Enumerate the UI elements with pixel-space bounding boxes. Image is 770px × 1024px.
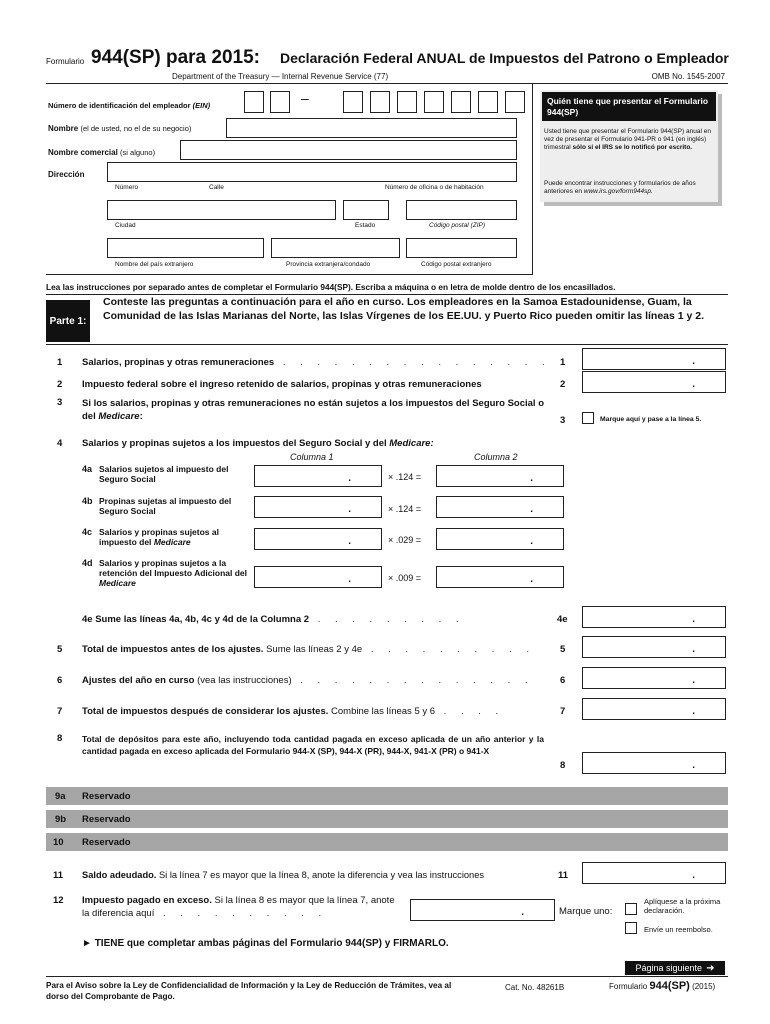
line-7-ref: 7 xyxy=(560,706,566,717)
line-4d-number: 4d xyxy=(82,558,93,568)
line-4d-text: Salarios y propinas sujetos a la retención del Impuesto Adicional del Medicare xyxy=(99,558,247,589)
line-1-amount[interactable]: . xyxy=(582,348,726,370)
prior-year-text: Puede encontrar instrucciones y formularios de años anteriores en www.irs.gov/form944sp. xyxy=(544,180,696,196)
ein-digit-2[interactable] xyxy=(270,91,290,113)
ein-digit-7[interactable] xyxy=(451,91,471,113)
address-label: Dirección xyxy=(48,170,85,179)
line-9a-reserved xyxy=(46,787,728,805)
ein-digit-8[interactable] xyxy=(478,91,498,113)
line-4a-number: 4a xyxy=(82,464,93,474)
line-12-number: 12 xyxy=(53,895,64,906)
trade-name-field[interactable] xyxy=(180,140,517,160)
line-1-ref: 1 xyxy=(560,357,566,368)
next-page-button[interactable] xyxy=(625,961,725,975)
line-3-check-label: Marque aquí y pase a la línea 5. xyxy=(600,416,702,423)
instruction-line: Lea las instrucciones por separado antes de completar el Formulario 944(SP). Escriba a máquina o en letra de molde dentro de los encasillados. xyxy=(46,282,616,292)
ein-digit-5[interactable] xyxy=(397,91,417,113)
ein-digit-3[interactable] xyxy=(343,91,363,113)
line-4c-text: Salarios y propinas sujetos al impuesto del Medicare xyxy=(99,527,219,548)
line-8-amount[interactable]: . xyxy=(582,752,726,774)
line-4-text: Salarios y propinas sujetos a los impuestos del Seguro Social y del Medicare: xyxy=(82,438,434,449)
line-11-number: 11 xyxy=(53,870,64,881)
suite-caption: Número de oficina o de habitación xyxy=(385,184,484,191)
line-4b-rate: × .124 = xyxy=(388,504,422,514)
ein-digit-9[interactable] xyxy=(505,91,525,113)
line-11-amount[interactable]: . xyxy=(582,862,726,884)
line-7-text: Total de impuestos después de considerar los ajustes. Combine las líneas 5 y 6 . . . . xyxy=(82,706,505,717)
line-4a-text: Salarios sujetos al impuesto del Seguro Social xyxy=(99,464,229,485)
line-2-number: 2 xyxy=(57,379,63,390)
line-3-text: Si los salarios, propinas y otras remuneraciones no están sujetos a los impuestos del Seguro Social o del Medicare: xyxy=(82,398,544,423)
line-4c-col2[interactable]: . xyxy=(436,528,564,550)
line-4d-rate: × .009 = xyxy=(388,573,422,583)
trade-name-label: Nombre comercial (si alguno) xyxy=(48,148,156,157)
city-caption: Ciudad xyxy=(115,222,136,229)
catalog-number: Cat. No. 48261B xyxy=(505,983,565,992)
line-4e-ref: 4e xyxy=(557,614,568,625)
line-4c-col1[interactable]: . xyxy=(254,528,382,550)
line-9b-number: 9b xyxy=(55,814,67,825)
part1-text: Conteste las preguntas a continuación para el año en curso. Los empleadores en la Samoa Estadounidense, Guam, la Comunidad de las Islas Marianas del Norte, las Islas Vírgenes de los EE.UU. y Puerto Rico pueden omitir las líneas 1 y 2. xyxy=(103,296,705,322)
name-field[interactable] xyxy=(226,118,517,138)
zip-field[interactable] xyxy=(406,200,517,220)
line-4a-col1[interactable]: . xyxy=(254,465,382,487)
line-2-ref: 2 xyxy=(560,379,566,390)
footer-form-id: Formulario 944(SP) (2015) xyxy=(609,980,716,992)
line-9a-number: 9a xyxy=(55,791,66,802)
who-must-file-text: Usted tiene que presentar el Formulario 944(SP) anual en vez de presentar el Formulario 941-PR o 941 (en inglés) trimestral sólo si el IRS se lo notificó por escrito. xyxy=(544,128,711,152)
ein-dash: – xyxy=(301,90,309,106)
ein-digit-1[interactable] xyxy=(244,91,264,113)
line-4c-number: 4c xyxy=(82,527,93,537)
line-12-text: Impuesto pagado en exceso. Si la línea 8 es mayor que la línea 7, anote la diferencia aquí . . . . . . . . . . xyxy=(82,895,395,919)
next-page-label: Página siguiente xyxy=(635,963,703,973)
line-5-ref: 5 xyxy=(560,644,566,655)
foreign-province-caption: Provincia extranjera/condado xyxy=(286,261,371,268)
line-5-number: 5 xyxy=(57,644,63,655)
street-caption: Calle xyxy=(209,184,224,191)
line-9b-text: Reservado xyxy=(82,814,131,825)
line-6-ref: 6 xyxy=(560,675,566,686)
line-12-mark-label: Marque uno: xyxy=(559,906,613,917)
number-caption: Número xyxy=(115,184,139,191)
line-1-number: 1 xyxy=(57,357,63,368)
foreign-zip-field[interactable] xyxy=(406,238,517,258)
column-2-header: Columna 2 xyxy=(474,452,518,462)
line-3-number: 3 xyxy=(57,397,63,408)
line-4d-col1[interactable]: . xyxy=(254,566,382,588)
line-11-ref: 11 xyxy=(558,870,569,881)
form-title-row xyxy=(46,47,728,71)
foreign-province-field[interactable] xyxy=(271,238,400,258)
name-label: Nombre (el de usted, no el de su negocio) xyxy=(48,124,192,133)
line-4e-amount[interactable]: . xyxy=(582,606,726,628)
line-4a-col2[interactable]: . xyxy=(436,465,564,487)
send-refund-checkbox[interactable] xyxy=(625,922,637,934)
line-6-text: Ajustes del año en curso (vea las instrucciones) . . . . . . . . . . . . . . xyxy=(82,675,534,686)
ein-digit-6[interactable] xyxy=(424,91,444,113)
line-2-text: Impuesto federal sobre el ingreso retenido de salarios, propinas y otras remuneraciones xyxy=(82,379,482,390)
foreign-country-field[interactable] xyxy=(107,238,264,258)
line-10-text: Reservado xyxy=(82,837,131,848)
line-9b-reserved xyxy=(46,810,728,828)
form-number: 944(SP) para 2015: xyxy=(91,47,260,68)
line-7-number: 7 xyxy=(57,706,63,717)
arrow-right-icon: ► xyxy=(82,938,92,949)
line-6-number: 6 xyxy=(57,675,63,686)
line-8-ref: 8 xyxy=(560,760,566,771)
column-1-header: Columna 1 xyxy=(290,452,334,462)
line-10-number: 10 xyxy=(53,837,64,848)
arrow-right-icon: ➜ xyxy=(706,962,715,974)
foreign-country-caption: Nombre del país extranjero xyxy=(115,261,194,268)
line-4c-rate: × .029 = xyxy=(388,535,422,545)
line-4b-col1[interactable]: . xyxy=(254,496,382,518)
department: Department of the Treasury — Internal Revenue Service (77) xyxy=(172,72,389,81)
line-5-text: Total de impuestos antes de los ajustes. Sume las líneas 2 y 4e . . . . . . . . . . xyxy=(82,644,535,655)
page-title: Declaración Federal ANUAL de Impuestos del Patrono o Empleador xyxy=(280,50,729,66)
foreign-zip-caption: Código postal extranjero xyxy=(421,261,492,268)
line-4a-rate: × .124 = xyxy=(388,472,422,482)
line-4b-col2[interactable]: . xyxy=(436,496,564,518)
apply-next-return-label: Aplíquese a la próxima declaración. xyxy=(644,897,721,915)
part1-label: Parte 1: xyxy=(46,300,90,342)
city-field[interactable] xyxy=(107,200,336,220)
line-8-text: Total de depósitos para este año, incluyendo toda cantidad pagada en exceso aplicada de un año anterior y la cantidad pagada en exceso aplicada del Formulario 944-X (SP), 944-X (PR), 944-X, 941-X (PR) o 941-X xyxy=(82,734,544,757)
privacy-notice: Para el Aviso sobre la Ley de Confidencialidad de Información y la Ley de Reducción de Trámites, vea al dorso del Comprobante de Pago. xyxy=(46,981,452,1001)
line-12-amount[interactable]: . xyxy=(410,899,555,921)
line-2-amount[interactable]: . xyxy=(582,371,726,393)
ein-digit-4[interactable] xyxy=(370,91,390,113)
line-11-text: Saldo adeudado. Si la línea 7 es mayor que la línea 8, anote la diferencia y vea las instrucciones xyxy=(82,870,485,880)
line-9a-text: Reservado xyxy=(82,791,131,802)
line-3-checkbox[interactable] xyxy=(582,412,594,424)
line-3-ref: 3 xyxy=(560,415,566,426)
state-caption: Estado xyxy=(355,222,376,229)
line-1-text: Salarios, propinas y otras remuneraciones . . . . . . . . . . . . . . . . xyxy=(82,357,551,368)
zip-caption: Código postal (ZIP) xyxy=(429,222,485,229)
who-must-file-title: Quién tiene que presentar el Formulario 944(SP) xyxy=(542,92,716,121)
line-4e-text: 4e Sume las líneas 4a, 4b, 4c y 4d de la Columna 2 . . . . . . . . . xyxy=(82,614,465,625)
line-8-number: 8 xyxy=(57,733,63,744)
line-5-amount[interactable]: . xyxy=(582,636,726,658)
ein-label: Número de identificación del empleador (EIN) xyxy=(48,101,211,110)
line-7-amount[interactable]: . xyxy=(582,698,726,720)
state-field[interactable] xyxy=(343,200,389,220)
line-6-amount[interactable]: . xyxy=(582,667,726,689)
omb-number: OMB No. 1545-2007 xyxy=(651,72,725,81)
line-4b-number: 4b xyxy=(82,496,93,506)
line-10-reserved xyxy=(46,833,728,851)
send-refund-label: Envíe un reembolso. xyxy=(644,925,713,934)
line-4b-text: Propinas sujetas al impuesto del Seguro Social xyxy=(99,496,232,517)
who-must-file-panel xyxy=(540,90,718,202)
apply-next-return-checkbox[interactable] xyxy=(625,903,637,915)
street-field[interactable] xyxy=(107,162,517,182)
line-4-number: 4 xyxy=(57,438,63,449)
form-word: Formulario xyxy=(46,57,85,66)
line-4d-col2[interactable]: . xyxy=(436,566,564,588)
must-complete-note: ► TIENE que completar ambas páginas del Formulario 944(SP) y FIRMARLO. xyxy=(82,938,449,949)
